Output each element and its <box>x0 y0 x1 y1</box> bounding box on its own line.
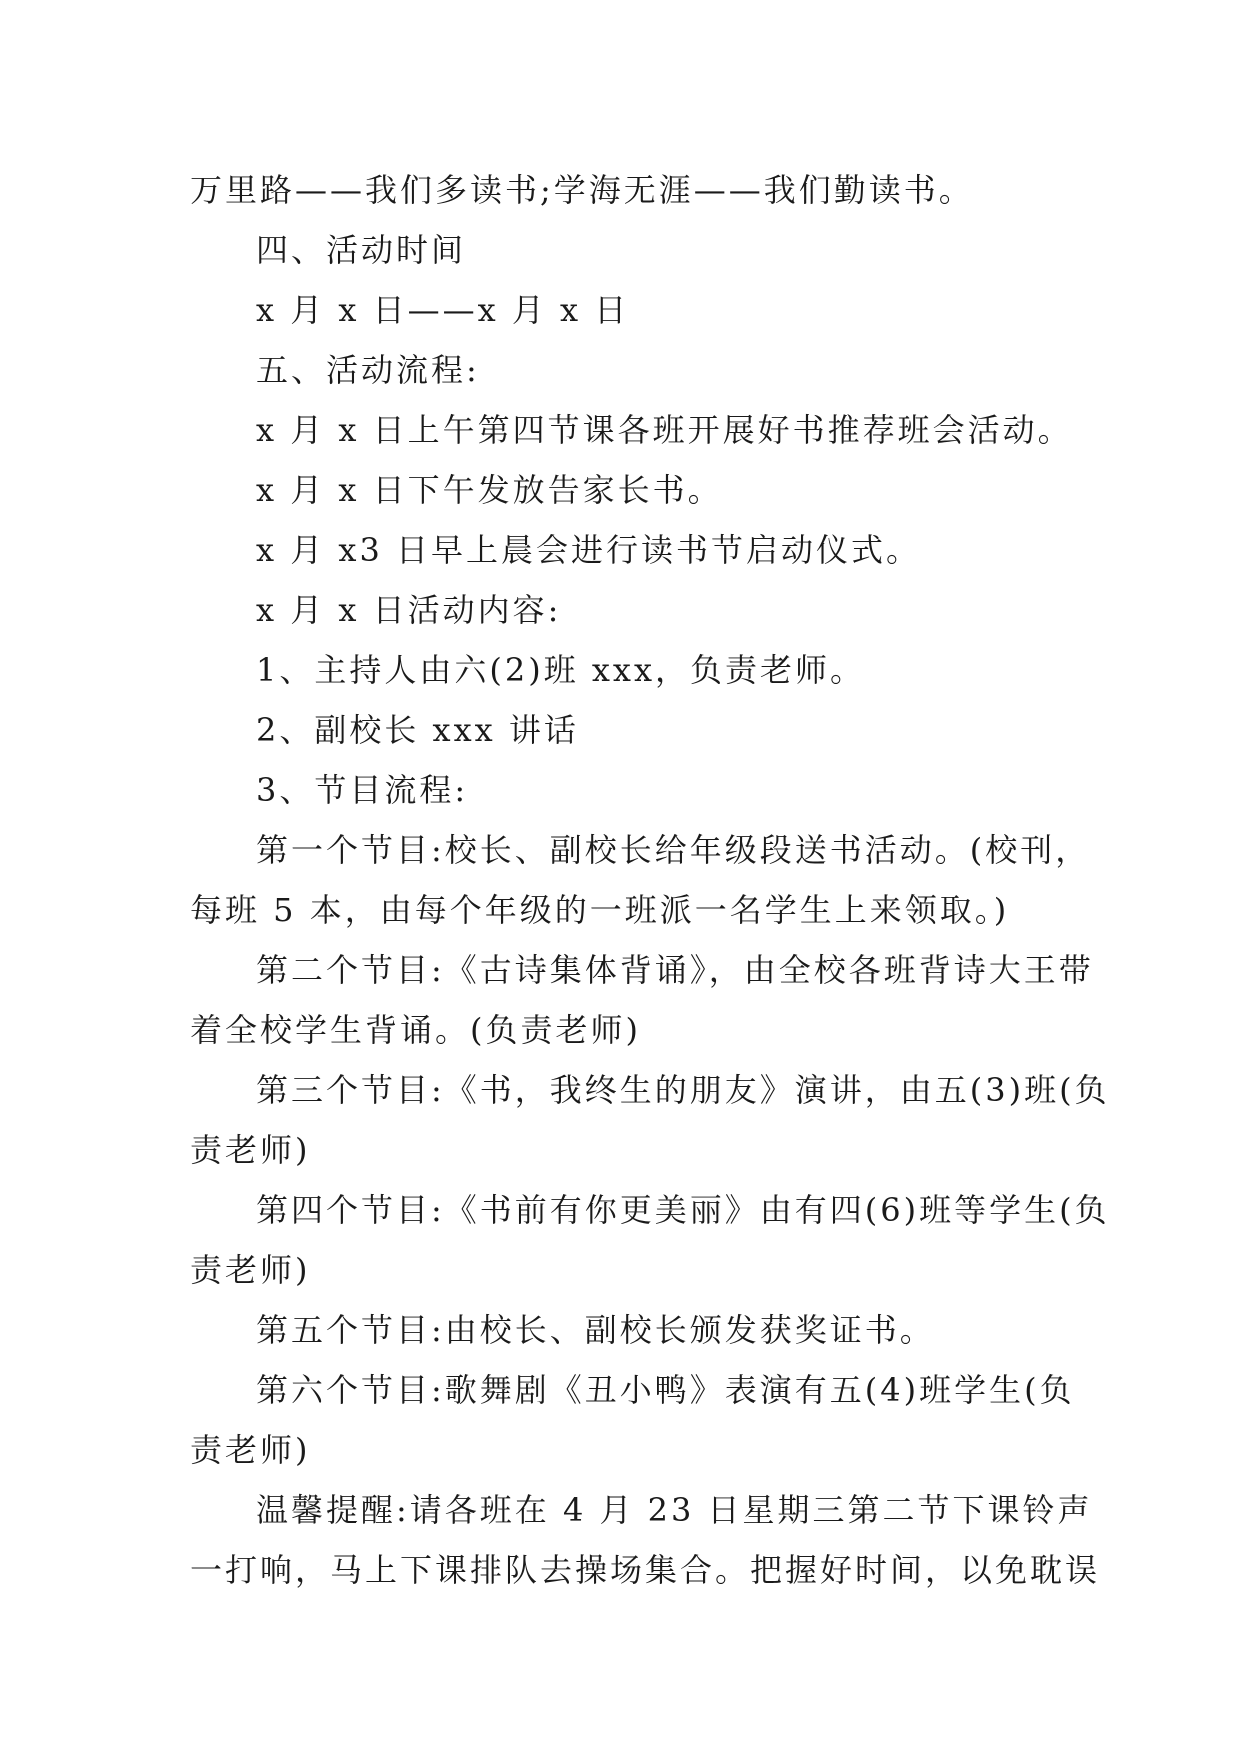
program-item-2-cont: 着全校学生背诵。(负责老师) <box>190 1011 641 1049</box>
text-line: 万里路——我们多读书;学海无涯——我们勤读书。 <box>190 171 974 209</box>
reminder-text: 温馨提醒:请各班在 4 月 23 日星期三第二节下课铃声 <box>256 1491 1093 1529</box>
list-item: 3、节目流程: <box>256 771 469 809</box>
text-line: x 月 x 日活动内容: <box>256 591 562 629</box>
program-item-6-cont: 责老师) <box>190 1431 311 1469</box>
program-item-3: 第三个节目:《书，我终生的朋友》演讲，由五(3)班(负 <box>256 1071 1110 1109</box>
reminder-text-cont: 一打响，马上下课排队去操场集合。把握好时间，以免耽误 <box>190 1551 1101 1589</box>
text-line: x 月 x 日下午发放告家长书。 <box>256 471 723 509</box>
program-item-4-cont: 责老师) <box>190 1251 311 1289</box>
program-item-3-cont: 责老师) <box>190 1131 311 1169</box>
list-item: 2、副校长 xxx 讲话 <box>256 711 579 749</box>
text-line: x 月 x 日——x 月 x 日 <box>256 291 630 329</box>
program-item-1: 第一个节目:校长、副校长给年级段送书活动。(校刊， <box>256 831 1091 869</box>
program-item-1-cont: 每班 5 本，由每个年级的一班派一名学生上来领取。) <box>190 891 1010 929</box>
program-item-4: 第四个节目:《书前有你更美丽》由有四(6)班等学生(负 <box>256 1191 1110 1229</box>
list-item: 1、主持人由六(2)班 xxx，负责老师。 <box>256 651 866 689</box>
section-heading-time: 四、活动时间 <box>256 231 467 269</box>
program-item-5: 第五个节目:由校长、副校长颁发获奖证书。 <box>256 1311 935 1349</box>
program-item-2: 第二个节目:《古诗集体背诵》，由全校各班背诗大王带 <box>256 951 1094 989</box>
document-page <box>190 160 1110 1600</box>
section-heading-process: 五、活动流程: <box>256 351 480 389</box>
text-line: x 月 x3 日早上晨会进行读书节启动仪式。 <box>256 531 921 569</box>
text-line: x 月 x 日上午第四节课各班开展好书推荐班会活动。 <box>256 411 1073 449</box>
program-item-6: 第六个节目:歌舞剧《丑小鸭》表演有五(4)班学生(负 <box>256 1371 1075 1409</box>
